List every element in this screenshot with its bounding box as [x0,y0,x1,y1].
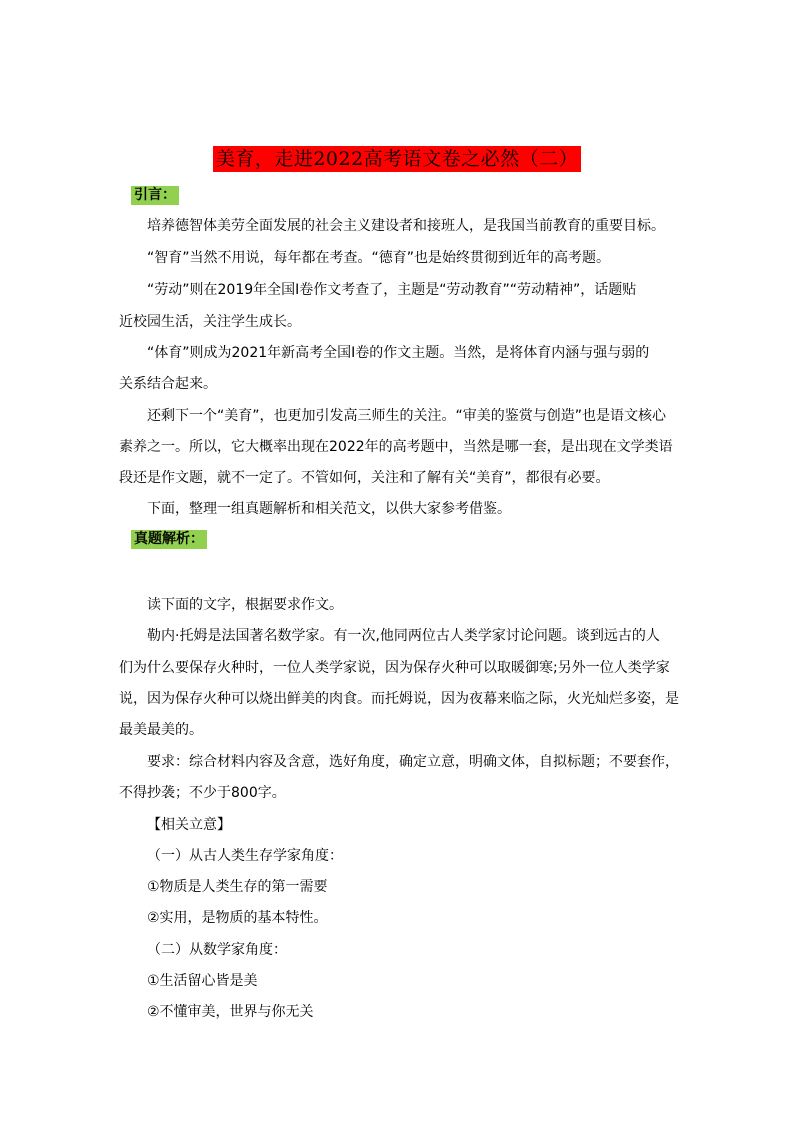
intro-paragraph-line: 关系结合起来。 [119,376,217,392]
intro-paragraph-line: 段还是作文题，就不一定了。不管如何，关注和了解有关“美育”，都很有必要。 [119,470,610,486]
analysis-line: （二）从数学家角度： [147,942,287,958]
analysis-line: ①物质是人类生存的第一需要 [147,879,328,895]
analysis-line: 要求：综合材料内容及含意，选好角度，确定立意，明确文体，自拟标题；不要套作， [147,754,679,770]
analysis-line: ②实用，是物质的基本特性。 [147,910,328,926]
intro-paragraph-line: 培养德智体美劳全面发展的社会主义建设者和接班人，是我国当前教育的重要目标。 [147,218,665,234]
intro-paragraph-line: “劳动”则在2019年全国Ⅰ卷作文考查了，主题是“劳动教育”“劳动精神”，话题贴 [147,282,637,298]
analysis-line: 们为什么要保存火种时，一位人类学家说，因为保存火种可以取暖御寒;另外一位人类学家 [119,660,670,676]
intro-paragraph-line: 素养之一。所以，它大概率出现在2022年的高考题中，当然是哪一套，是出现在文学类语 [119,439,673,455]
analysis-line: 读下面的文字，根据要求作文。 [147,597,343,613]
intro-paragraph-line: 下面，整理一组真题解析和相关范文，以供大家参考借鉴。 [147,501,511,517]
intro-paragraph-line: “智育”当然不用说，每年都在考查。“德育”也是始终贯彻到近年的高考题。 [147,250,611,266]
intro-paragraph-line: 近校园生活，关注学生成长。 [119,314,301,330]
intro-label: 引言： [131,186,179,205]
analysis-line: 最美最美的。 [119,722,203,738]
analysis-line: ①生活留心皆是美 [147,973,258,989]
analysis-line: 勒内·托姆是法国著名数学家。有一次,他同两位古人类学家讨论问题。谈到远古的人 [147,628,660,644]
analysis-line: （一）从古人类生存学家角度： [147,848,343,864]
intro-paragraph-line: “体育”则成为2021年新高考全国Ⅰ卷的作文主题。当然，是将体育内涵与强与弱的 [147,345,650,361]
analysis-line: 说，因为保存火种可以烧出鲜美的肉食。而托姆说，因为夜幕来临之际，火光灿烂多姿，是 [119,691,679,707]
analysis-label: 真题解析： [131,530,207,549]
page-title: 美育，走进2022高考语文卷之必然（二） [213,146,581,172]
analysis-line: ②不懂审美，世界与你无关 [147,1004,314,1020]
analysis-line: 不得抄袭；不少于800字。 [119,785,286,801]
intro-paragraph-line: 还剩下一个“美育”，也更加引发高三师生的关注。“审美的鉴赏与创造”也是语文核心 [147,408,667,424]
title-container [0,146,794,172]
analysis-line: 【相关立意】 [147,817,231,833]
